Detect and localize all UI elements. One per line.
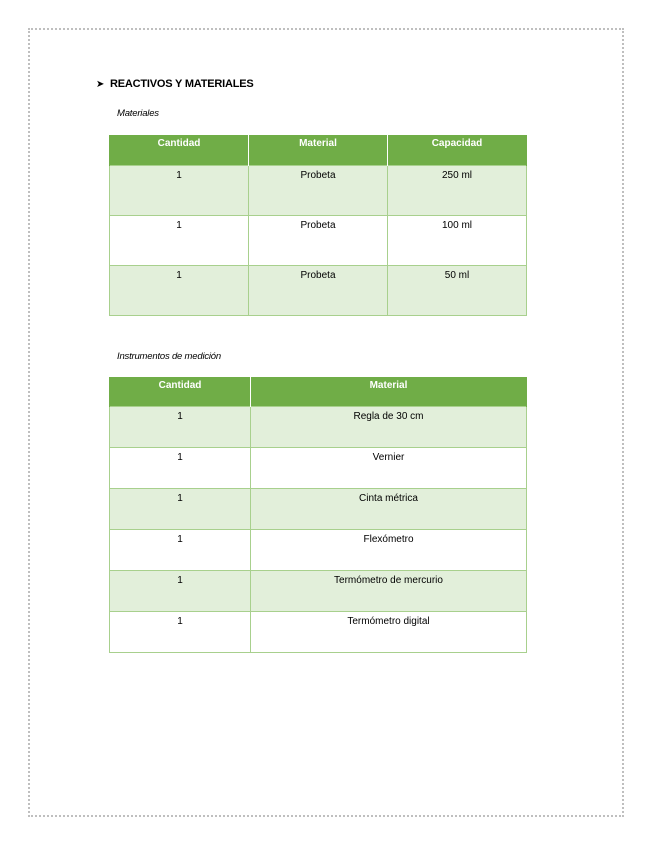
table-cell: Vernier (251, 447, 527, 488)
instrumentos-caption: Instrumentos de medición (117, 351, 221, 362)
materiales-table (109, 135, 527, 316)
table-cell: 250 ml (388, 165, 527, 215)
instrumentos-table (109, 377, 527, 653)
column-header: Material (251, 377, 527, 406)
table-cell: 1 (110, 406, 251, 447)
table-row (110, 406, 527, 447)
table-row (110, 529, 527, 570)
column-header: Material (249, 135, 388, 165)
table-cell: 50 ml (388, 265, 527, 315)
table-cell: 1 (110, 215, 249, 265)
section-heading (96, 78, 254, 90)
table-row (110, 215, 527, 265)
column-header: Cantidad (110, 135, 249, 165)
table-row (110, 611, 527, 652)
table-cell: Cinta métrica (251, 488, 527, 529)
table-row (110, 570, 527, 611)
table-cell: Flexómetro (251, 529, 527, 570)
table-cell: 1 (110, 570, 251, 611)
table-cell: 1 (110, 165, 249, 215)
table-cell: Probeta (249, 265, 388, 315)
section-title: REACTIVOS Y MATERIALES (110, 78, 254, 90)
column-header: Cantidad (110, 377, 251, 406)
table-cell: 1 (110, 529, 251, 570)
table-cell: Termómetro digital (251, 611, 527, 652)
table-cell: Probeta (249, 165, 388, 215)
table-row (110, 165, 527, 215)
table-cell: 1 (110, 611, 251, 652)
table-cell: 1 (110, 488, 251, 529)
column-header: Capacidad (388, 135, 527, 165)
table-row (110, 447, 527, 488)
table-cell: 1 (110, 265, 249, 315)
table-cell: Regla de 30 cm (251, 406, 527, 447)
table-row (110, 265, 527, 315)
materiales-caption: Materiales (117, 108, 159, 119)
table-row (110, 488, 527, 529)
table-cell: 1 (110, 447, 251, 488)
table-cell: Probeta (249, 215, 388, 265)
arrow-bullet-icon: ➤ (96, 78, 105, 90)
table-header-row (110, 377, 527, 406)
table-cell: 100 ml (388, 215, 527, 265)
table-cell: Termómetro de mercurio (251, 570, 527, 611)
table-header-row (110, 135, 527, 165)
